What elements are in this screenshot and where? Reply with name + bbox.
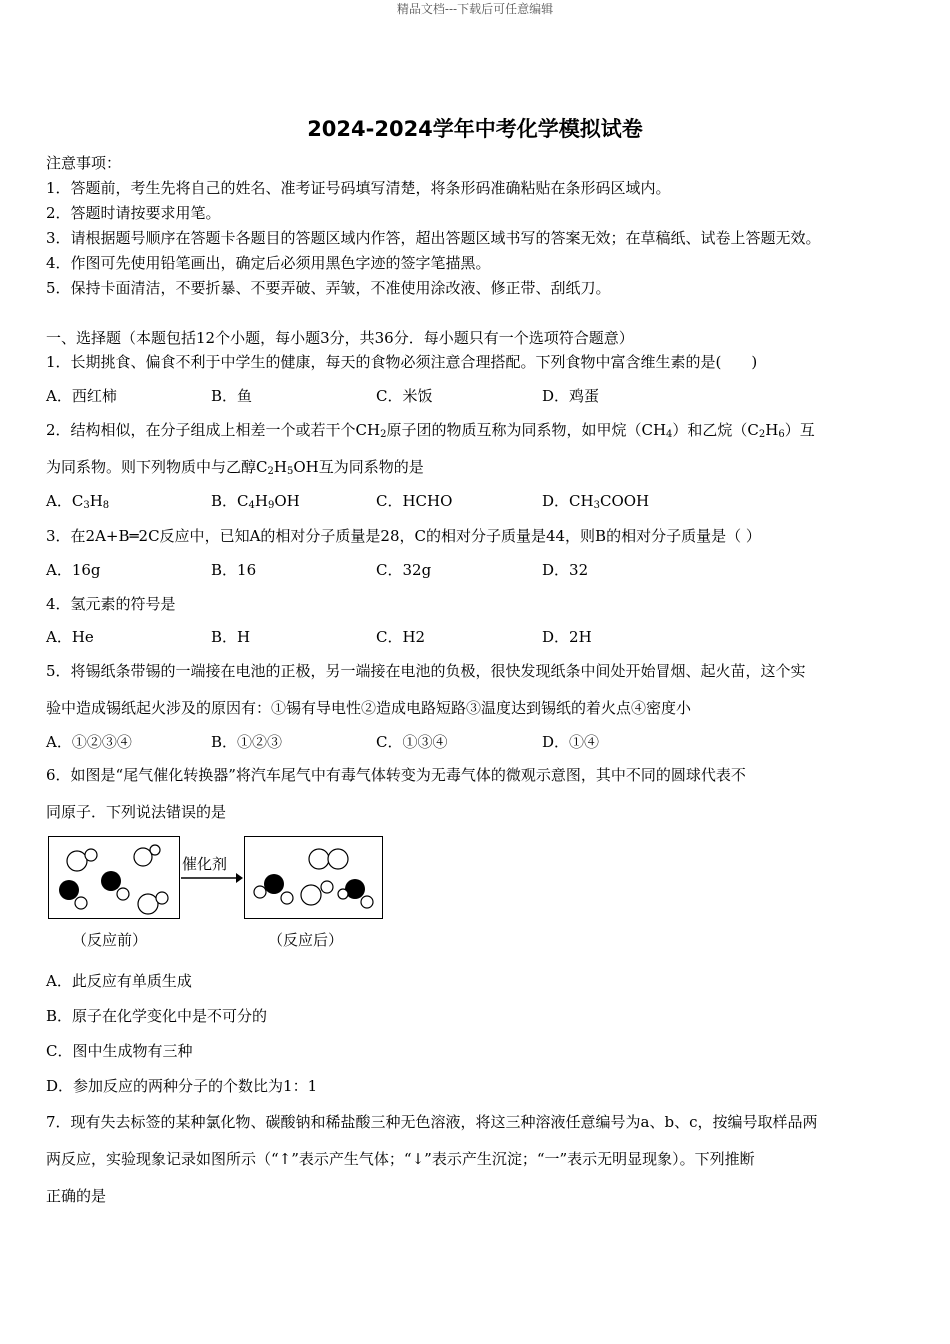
white-atom: [150, 845, 160, 855]
q3-option-c: C．32g: [376, 561, 432, 579]
question-1-stem: 1．长期挑食、偏食不利于中学生的健康，每天的食物必须注意合理搭配。下列食物中富含维生素的是( ): [46, 353, 758, 371]
q1-option-d: D．鸡蛋: [542, 387, 600, 405]
q1-option-c: C．米饭: [376, 387, 433, 405]
q4-option-c: C．H2: [376, 628, 426, 646]
white-atom: [254, 886, 266, 898]
notice-item: 1．答题前，考生先将自己的姓名、准考证号码填写清楚，将条形码准确粘贴在条形码区域内。: [46, 179, 671, 197]
section-heading: 一、选择题（本题包括12个小题，每小题3分，共36分．每小题只有一个选项符合题意）: [46, 329, 634, 347]
q5-option-c: C．①③④: [376, 733, 448, 751]
white-atom: [75, 897, 87, 909]
white-atom: [134, 848, 152, 866]
white-atom: [67, 851, 87, 871]
q2-option-a: A．$C_3H_8$: [46, 492, 110, 511]
q2-option-d: D．$CH_3COOH$: [542, 492, 650, 511]
question-2-stem-line2: 为同系物。则下列物质中与乙醇$C_2H_5OH$互为同系物的是: [46, 458, 424, 477]
q5-option-b: B．①②③: [211, 733, 283, 751]
question-4-stem: 4．氢元素的符号是: [46, 595, 176, 613]
q6-option-a: A．此反应有单质生成: [46, 972, 192, 990]
q6-option-d: D．参加反应的两种分子的个数比为1：1: [46, 1077, 318, 1095]
question-5-stem: 5．将锡纸条带锡的一端接在电池的正极，另一端接在电池的负极，很快发现纸条中间处开始冒烟、起火苗，这个实: [46, 662, 806, 680]
before-molecules: [49, 837, 179, 918]
question-3-stem: 3．在2A+B═2C反应中，已知A的相对分子质量是28，C的相对分子质量是44，则B的相对分子质量是（ ）: [46, 527, 761, 545]
notice-item: 4．作图可先使用铅笔画出，确定后必须用黑色字迹的签字笔描黑。: [46, 254, 491, 272]
before-reaction-box: [48, 836, 180, 919]
question-7-stem-line3: 正确的是: [46, 1187, 107, 1205]
q5-option-d: D．①④: [542, 733, 600, 751]
q4-option-d: D．2H: [542, 628, 592, 646]
q1-option-a: A．西红柿: [46, 387, 117, 405]
white-atom: [338, 889, 348, 899]
white-atom: [361, 896, 373, 908]
notice-item: 3．请根据题号顺序在答题卡各题目的答题区域内作答，超出答题区域书写的答案无效；在草稿纸、试卷上答题无效。: [46, 229, 821, 247]
white-atom: [321, 881, 333, 893]
q1-option-b: B．鱼: [211, 387, 253, 405]
q4-option-a: A．He: [46, 628, 94, 646]
q4-option-b: B．H: [211, 628, 251, 646]
notice-item: 5．保持卡面清洁，不要折暴、不要弄破、弄皱，不准使用涂改液、修正带、刮纸刀。: [46, 279, 611, 297]
question-5-stem-line2: 验中造成锡纸起火涉及的原因有：①锡有导电性②造成电路短路③温度达到锡纸的着火点④密度小: [46, 699, 692, 717]
question-7-stem-line2: 两反应，实验现象记录如图所示（“↑”表示产生气体；“↓”表示产生沉淀；“一”表示无明显现象）。下列推断: [46, 1150, 755, 1168]
q3-option-a: A．16g: [46, 561, 101, 579]
black-atom: [101, 871, 121, 891]
after-label: （反应后）: [268, 931, 344, 949]
question-6-stem-line2: 同原子．下列说法错误的是: [46, 803, 227, 821]
notice-item: 2．答题时请按要求用笔。: [46, 204, 221, 222]
white-atom: [117, 888, 129, 900]
q6-option-c: C．图中生成物有三种: [46, 1042, 193, 1060]
white-atom: [85, 849, 97, 861]
page-header: 精品文档---下载后可任意编辑: [396, 2, 554, 16]
reaction-arrow-icon: [180, 872, 244, 884]
before-label: （反应前）: [72, 931, 148, 949]
question-6-stem: 6．如图是“尾气催化转换器”将汽车尾气中有毒气体转变为无毒气体的微观示意图，其中不同的圆球代表不: [46, 766, 746, 784]
q5-option-a: A．①②③④: [46, 733, 132, 751]
after-reaction-box: [244, 836, 383, 919]
white-atom: [328, 849, 348, 869]
catalyst-label: 催化剂: [182, 855, 228, 873]
q3-option-b: B．16: [211, 561, 257, 579]
black-atom: [264, 874, 284, 894]
q6-option-b: B．原子在化学变化中是不可分的: [46, 1007, 268, 1025]
q3-option-d: D．32: [542, 561, 589, 579]
white-atom: [138, 894, 158, 914]
page-title: 2024-2024学年中考化学模拟试卷: [307, 117, 643, 141]
question-7-stem: 7．现有失去标签的某种氯化物、碳酸钠和稀盐酸三种无色溶液，将这三种溶液任意编号为a、b、c，按编号取样品两: [46, 1113, 818, 1131]
question-2-stem: 2．结构相似，在分子组成上相差一个或若干个$CH_2$原子团的物质互称为同系物，如甲烷$(CH_4)$和乙烷$(C_2H_6)$互: [46, 421, 815, 440]
notice-heading: 注意事项：: [46, 154, 122, 172]
white-atom: [156, 892, 168, 904]
white-atom: [309, 849, 329, 869]
white-atom: [301, 885, 321, 905]
black-atom: [59, 880, 79, 900]
q2-option-b: B．$C_4H_9OH$: [211, 492, 300, 511]
q2-option-c: C．HCHO: [376, 492, 453, 510]
white-atom: [281, 892, 293, 904]
after-molecules: [245, 837, 382, 918]
